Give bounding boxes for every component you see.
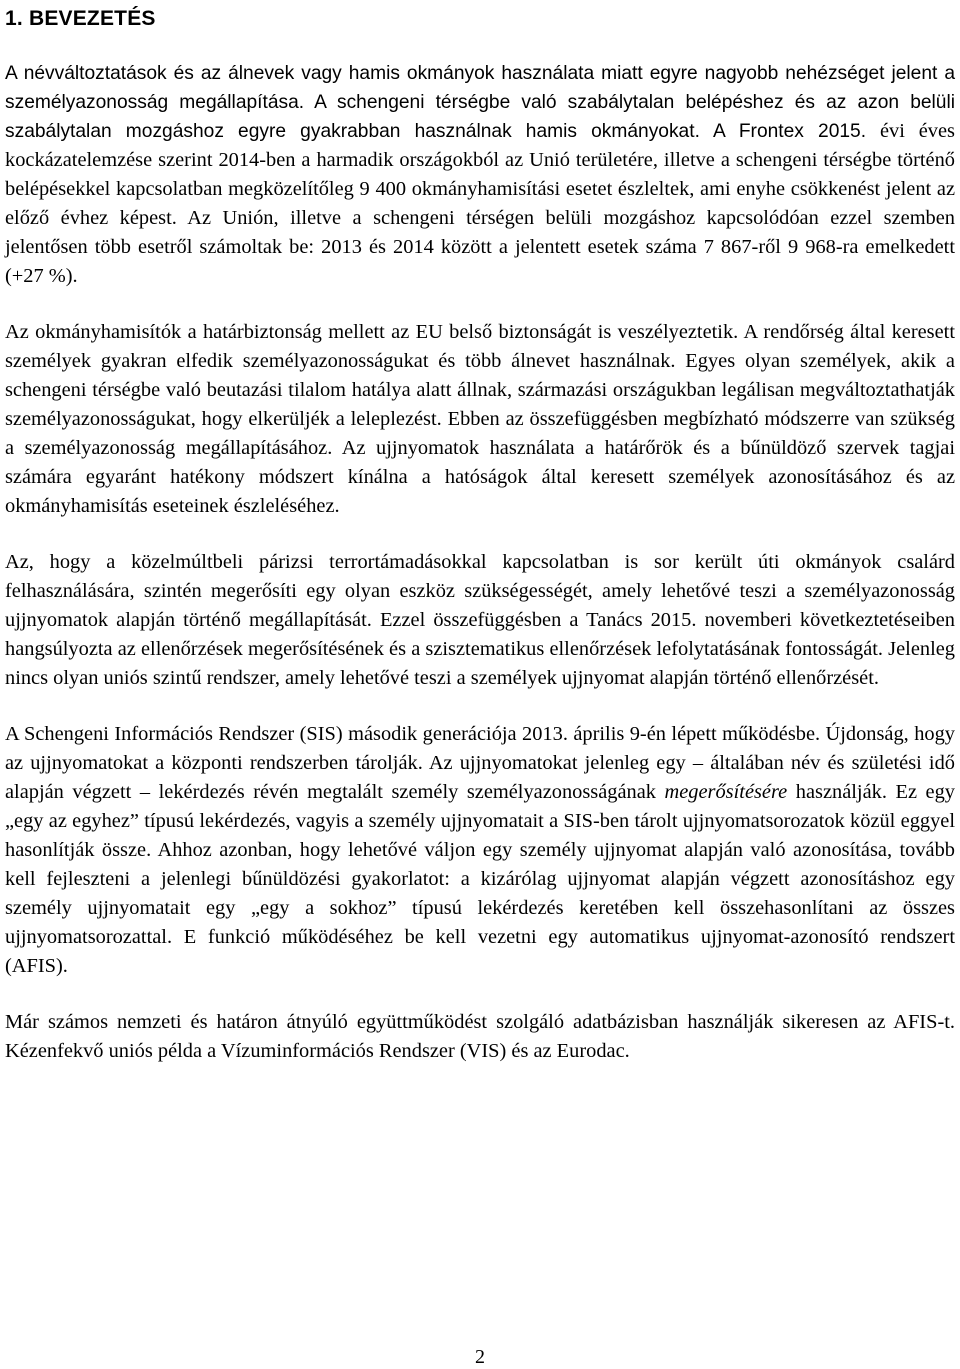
paragraph-sis-part-b: használják. Ez egy „egy az egyhez” típusú lekérdezés, vagyis a személy ujjnyomatait a SIS-ben tárolt ujjnyomatsorozatok közül eggyel hasonlítják össze. Ahhoz azonban, hogy lehetővé váljon egy személy ujjnyomat alapján való azonosítása, tovább kell fejleszteni a jelenlegi bűnüldözési gyakorlatot: a kizárólag ujjnyomat alapján végzett azonosításhoz egy személy ujjnyomatait egy „egy a sokhoz” típusú lekérdezés keretében kell összehasonlítani az összes ujjnyomatsorozattal. E funkció működéséhez be kell vezetni egy automatikus ujjnyomat-azonosító rendszert (AFIS). [5, 781, 956, 977]
section-heading: 1. BEVEZETÉS [5, 7, 156, 30]
paragraph-sis-emphasis: megerősítésére [664, 781, 788, 803]
paragraph-sis [5, 720, 955, 981]
paragraph-intro-sans-part: A névváltoztatások és az álnevek vagy hamis okmányok használata miatt egyre nagyobb nehézséget jelent a személyazonosság megállapítása. A schengeni térségbe való szabálytalan belépéshez és az azon belüli szabálytalan mozgáshoz egyre gyakrabban használnak hamis okmányokat. A Frontex 2015. [5, 63, 955, 142]
paragraph-intro [5, 59, 955, 291]
paragraph-afis: Már számos nemzeti és határon átnyúló együttműködést szolgáló adatbázisban használják sikeresen az AFIS-t. Kézenfekvő uniós példa a Vízuminformációs Rendszer (VIS) és az Eurodac. [5, 1011, 955, 1062]
document-page [5, 0, 955, 1066]
paragraph-paris-attacks: Az, hogy a közelmúltbeli párizsi terrortámadásokkal kapcsolatban is sor került úti okmányok csalárd felhasználására, szintén megerősíti egy olyan eszköz szükségességét, amely lehetővé teszi a személyazonosság ujjnyomatok alapján történő megállapítását. Ezzel összefüggésben a Tanács 2015. novemberi következtetéseiben hangsúlyozta az ellenőrzések megerősítésének és a szisztematikus ellenőrzések lefolytatásának fontosságát. Jelenleg nincs olyan uniós szintű rendszer, amely lehetővé teszi a személyek ujjnyomat alapján történő ellenőrzését. [5, 551, 955, 689]
paragraph-document-fraud: Az okmányhamisítók a határbiztonság mellett az EU belső biztonságát is veszélyeztetik. A rendőrség által keresett személyek gyakran elfedik személyazonosságukat és több álnevet használnak. Egyes olyan személyek, akik a schengeni térségbe való beutazási tilalom hatálya alatt állnak, származási országukban legálisan megváltoztathatják személyazonosságukat, hogy elkerüljék a leleplezést. Ebben az összefüggésben megbízható módszerre van szükség a személyazonosság megállapításához. Az ujjnyomatok használata a határőrök és a bűnüldöző szervek tagjai számára egyaránt hatékony módszert kínálna a hatóságok által keresett személyek azonosításához és az okmányhamisítás eseteinek észleléséhez. [5, 321, 955, 517]
paragraph-intro-serif-part: évi éves kockázatelemzése szerint 2014-ben a harmadik országokból az Unió területére, illetve a schengeni térségbe történő belépésekkel kapcsolatban megközelítőleg 9 400 okmányhamisítási esetet észleltek, ami enyhe csökkenést jelent az előző évhez képest. Az Unión, illetve a schengeni térségen belüli mozgáshoz kapcsolódóan ezzel szemben jelentősen több esetről számoltak be: 2013 és 2014 között a jelentett esetek száma 7 867-ről 9 968-ra emelkedett (+27 %). [5, 120, 955, 287]
page-number: 2 [475, 1346, 485, 1368]
paragraph-sis-part-a: A Schengeni Információs Rendszer (SIS) második generációja 2013. április 9-én lépett működésbe. Újdonság, hogy az ujjnyomatokat a központi rendszerben tárolják. Az ujjnyomatokat jelenleg egy – általában név és születési idő alapján végzett – lekérdezés révén megtalált személy személyazonosságának [5, 723, 955, 803]
